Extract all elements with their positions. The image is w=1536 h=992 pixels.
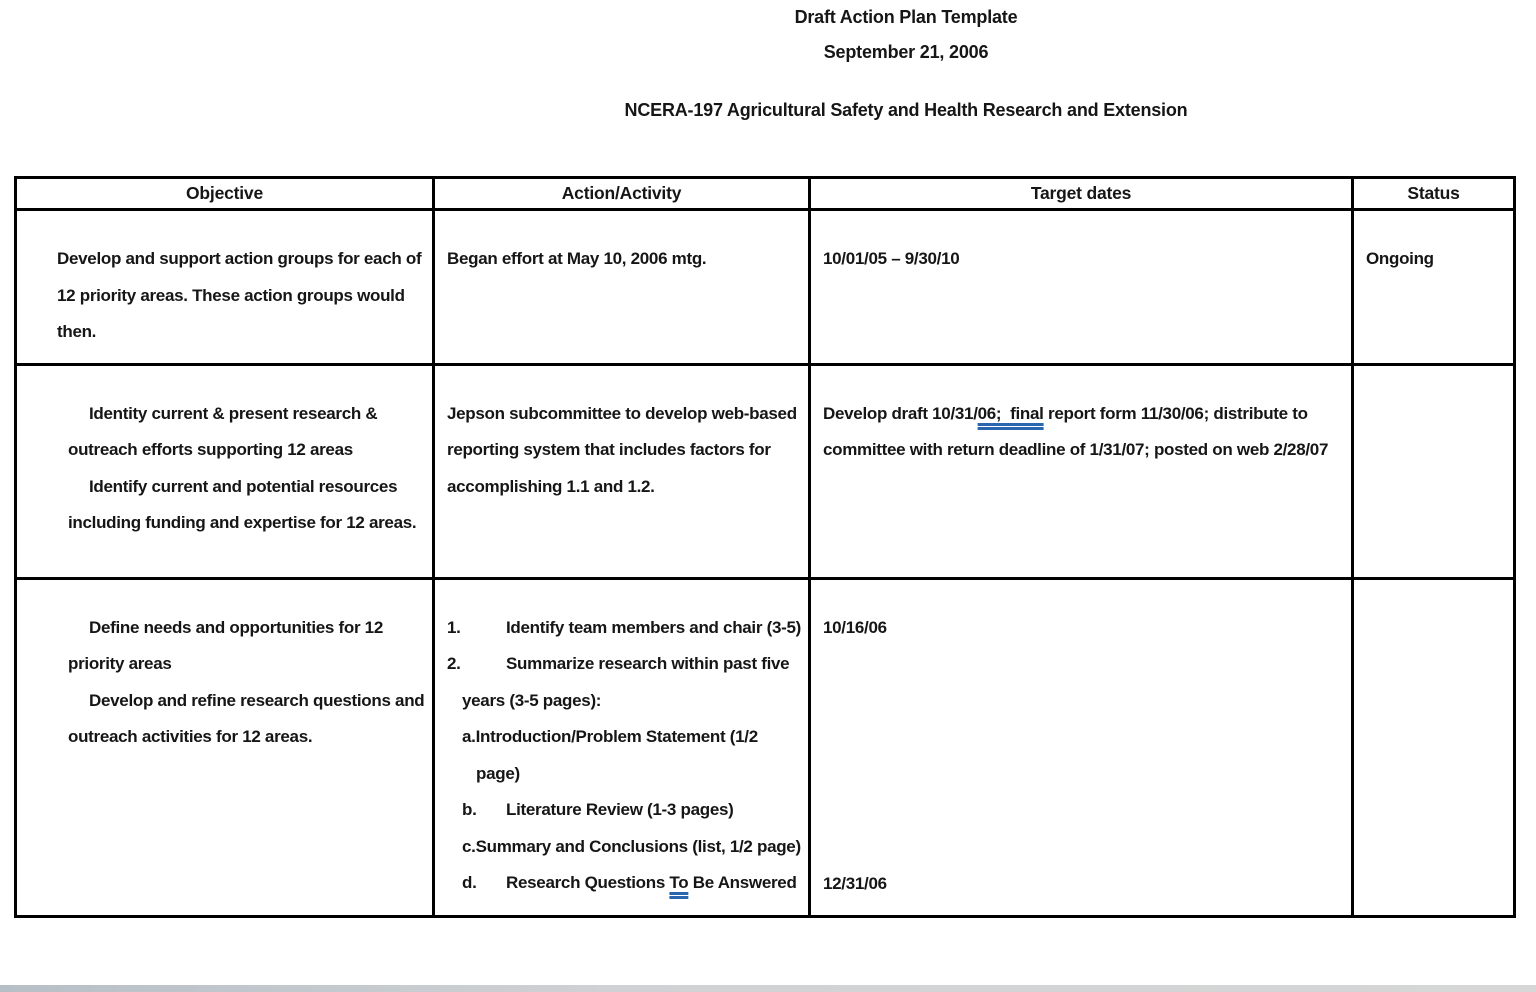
action-cell [434,364,810,578]
column-header-objective: Objective [16,178,434,210]
list-marker: c. [462,836,476,856]
action-cell [434,210,810,365]
list-item-text: Literature Review (1-3 pages) [506,800,734,819]
target-date: 12/31/06 [823,874,887,893]
objective-paragraph: Identity current & present research & outreach efforts supporting 12 areas [68,403,378,459]
list-marker: a. [462,727,476,746]
action-text: Jepson subcommittee to develop web-based reporting system that includes factors for accomplishing 1.1 and 1.2. [447,403,797,496]
list-marker: 1. [447,617,461,637]
objective-cell [16,364,434,578]
tracked-change-underlined-text: 06; final [977,403,1044,423]
header-row [16,178,1515,210]
list-item-text: Research Questions [506,873,670,892]
table-row [16,210,1515,365]
target-dates-cell [810,578,1353,916]
target-dates-cell [810,364,1353,578]
list-item-text: Identify team members and chair (3-5) [506,617,801,637]
column-header-status: Status [1353,178,1515,210]
target-dates-cell [810,210,1353,365]
status-cell-empty [1353,364,1515,578]
target-dates-text [823,396,1346,469]
target-text-segment: report form 11/30/06; distribute to committee with return deadline of 1/31/07; posted on web 2/28/07 [823,403,1329,459]
objective-paragraph: Identify current and potential resources including funding and expertise for 12 areas. [68,476,417,532]
list-item-text: Summarize research within past five years (3-5 pages): [462,654,790,710]
list-marker: d. [462,873,477,892]
table-row [16,364,1515,578]
tracked-change-underlined-text: To [669,873,689,892]
document-subtitle: NCERA-197 Agricultural Safety and Health Research and Extension [624,100,1188,120]
action-text: Began effort at May 10, 2006 mtg. [447,249,707,268]
list-marker: b. [462,800,477,819]
action-plan-table [14,176,1516,918]
action-list-item [447,610,803,647]
status-text: Ongoing [1366,249,1434,268]
objective-paragraph: Define needs and opportunities for 12 priority areas [68,617,383,673]
objective-paragraph: Develop and refine research questions and outreach activities for 12 areas. [68,690,425,746]
target-dates-text: 10/01/05 – 9/30/10 [823,249,960,268]
action-cell [434,578,810,916]
target-date: 10/16/06 [823,617,887,637]
action-list-subitem [447,829,803,866]
objective-cell [16,578,434,916]
action-list-subitem [447,865,803,902]
table-row [16,578,1515,916]
list-item-text: Be Answered [688,873,797,892]
column-header-target-dates: Target dates [810,178,1353,210]
status-cell-empty [1353,578,1515,916]
action-list-subitem [447,719,803,792]
action-list-item [447,646,803,719]
objective-text: Develop and support action groups for each of 12 priority areas. These action groups would then. [57,249,422,341]
document-title: Draft Action Plan Template [794,7,1018,27]
list-item-text: Introduction/Problem Statement (1/2 page) [475,727,758,783]
target-text-segment: Develop draft 10/31/ [823,403,978,423]
status-cell [1353,210,1515,365]
list-marker: 2. [447,654,461,673]
document-header [276,0,1536,128]
document-date: September 21, 2006 [823,42,989,62]
objective-cell [16,210,434,365]
list-item-text: Summary and Conclusions (list, 1/2 page) [475,836,801,856]
action-list-subitem [447,792,803,829]
scan-edge-artifact [0,985,1536,992]
column-header-action-activity: Action/Activity [434,178,810,210]
